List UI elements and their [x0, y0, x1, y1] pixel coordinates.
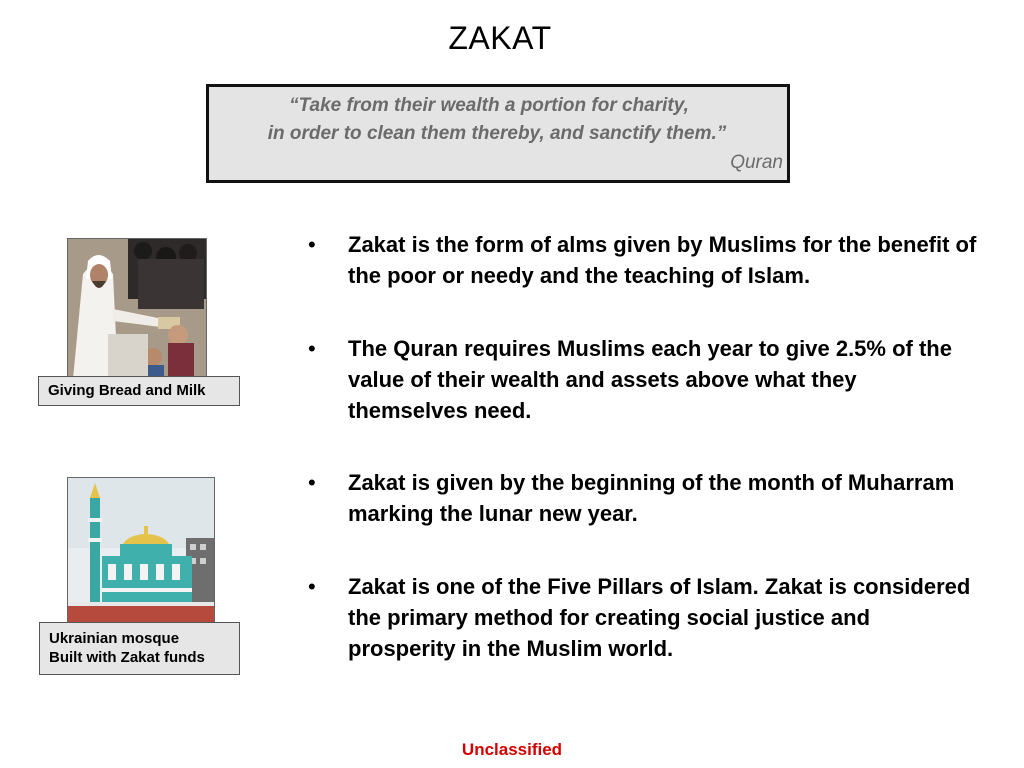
- mosque-illustration: [68, 478, 214, 624]
- ukrainian-mosque-photo: [67, 477, 215, 625]
- quote-line-2: in order to clean them thereby, and sanctify them.”: [267, 123, 727, 144]
- giving-bread-illustration: [68, 239, 206, 379]
- bullet-item: • Zakat is given by the beginning of the month of Muharram marking the lunar new year.: [308, 467, 978, 529]
- quote-box: [206, 84, 790, 183]
- caption-giving-bread: Giving Bread and Milk: [38, 376, 240, 406]
- giving-bread-photo: [67, 238, 207, 380]
- bullet-item: • Zakat is the form of alms given by Muslims for the benefit of the poor or needy and the teaching of Islam.: [308, 229, 978, 291]
- slide-title: ZAKAT: [448, 20, 552, 56]
- caption-mosque-line-2: Built with Zakat funds: [49, 649, 205, 666]
- caption-mosque-line-1: Ukrainian mosque: [49, 630, 180, 647]
- caption-mosque: [39, 622, 240, 675]
- bullet-item: • The Quran requires Muslims each year to give 2.5% of the value of their wealth and assets above what they themselves need.: [308, 333, 978, 426]
- quote-source: Quran: [730, 152, 783, 173]
- bullet-list: [308, 229, 978, 706]
- quote-line-1: “Take from their wealth a portion for charity,: [289, 95, 689, 116]
- bullet-item: • Zakat is one of the Five Pillars of Islam. Zakat is considered the primary method for creating social justice and prosperity in the Muslim world.: [308, 571, 978, 664]
- classification-footer: Unclassified: [461, 740, 563, 759]
